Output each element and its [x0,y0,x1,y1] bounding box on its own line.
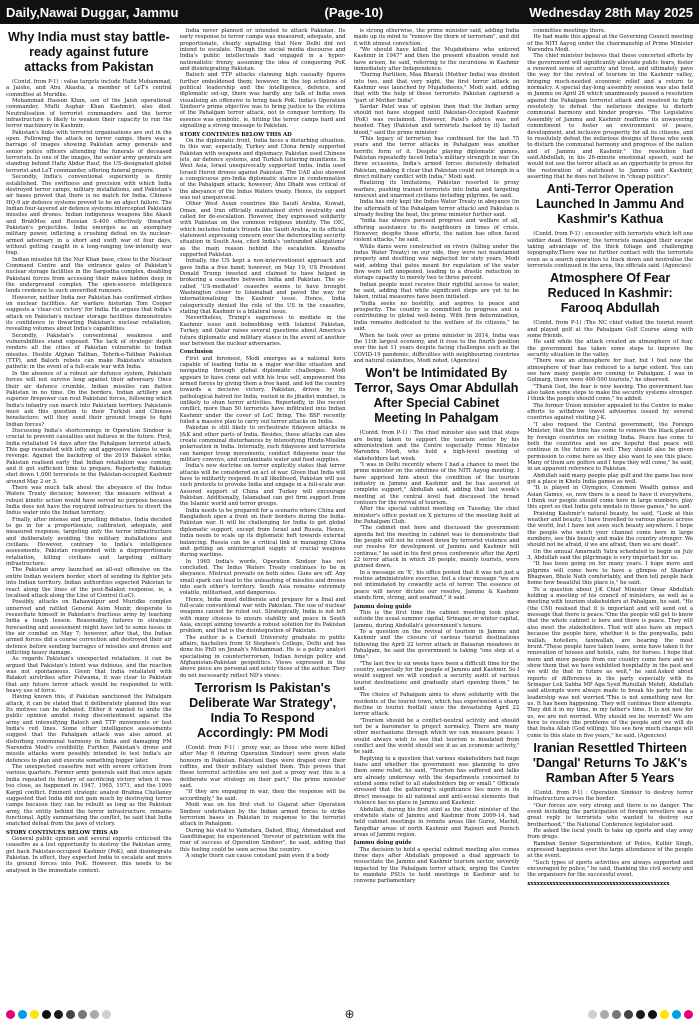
article-paragraph: First and foremost, Modi emerges as a national hero capable of leading India in a major war-like situation and navigating through global diplomatic challenges. Modi appears to have come out with his true self, empowered the armed forces by giving them a free hand, and led the country towards a decisive victory. Pakistan, driven by its pathological hatred for India, rooted in its jihadist mindset, is unlikely to shun terror activities. Reportedly, in the recent conflict, more than 50 terrorists have infiltrated into Indian Kashmir under the cover of LoC firing. The BSF recently foiled a massive plan to carry out terror attacks on India. [179,355,346,425]
article-paragraph: "Thank God, the fear is now leaving. The government has also taken some steps to make the security systems stronger. I think the people should come," he added. [527,383,693,403]
article-paragraph: Other West Asian countries like Saudi Arabia, Kuwait, Oman, and Iran officially maintained strict neutrality and called for de-escalation. However, they expressed solidarity with Pakistan on the common religious identity. The OIC, which includes India's friends like Saudi Arabia, in its official statement expressing concern over the deteriorating security situation in South Asia, cited India's 'unfounded allegations' as the main reason behind the escalation. Kuwaitis supported Pakistan. [179,201,346,259]
article-paragraph: Finally, after intense and gruelling debates, India decided to go in for a proportionate, calibrated, adequate, and measured response, targeting only the terror infrastructure and deliberately avoiding the military installations and civilians. However, contrary to India's intelligence assessments, Pakistan responded with a disproportionate retaliation, killing civilians and targeting military infrastructure. [6,516,172,568]
article-paragraph: (Contd. from P-1) : Operation Sindoor to destroy terror infrastructure across the border. [527,790,693,803]
registration-dots-right [588,1010,693,1019]
registration-dot [672,1010,681,1019]
registration-dot [90,1010,99,1019]
registration-dot [612,1010,621,1019]
article-paragraph: "It has been going on for many years. I hope more and pilgrims will come here to have a glimpse of Shankar Bhagwan, Bhole Nath comfortably, and then tell people back home how beautiful this place is," he said. [527,561,693,587]
article-headline: Atmosphere Of Fear Reduced In Kashmir: Farooq Abdullah [547,271,673,316]
article-paragraph: (Contd. from P-1) : value targets include Hafiz Mohammad, a Jaishe, and Abu Akasha, a member of LeT's central committee at Muridke. [6,79,172,98]
article-paragraph: After the special cabinet meeting on Tuesday, the chief minister's office posted on X pictures of the meeting held at the Pahalgam Club. [353,506,520,526]
article-paragraph: "India seeks no hostility, and aspires to peace and prosperity. The country is committed to progress and is contributing to global well-being. With firm determination, India remains dedicated to the welfare of its citizens," he said. [353,300,520,333]
column-4 [527,28,693,1000]
article-paragraph: committee meetings there. [533,28,606,34]
article-paragraph: Indian people must receive their rightful access to water, he said, adding that while significant steps are yet to be taken, initial measures have been initiated. [353,281,520,301]
section-subhead: xxxxxxxxxxxxxxxxxxxxxxxxxxxxxxxxxxxxxxxxxxxxx [527,880,670,887]
article-paragraph: The chief minister believes that these concerted efforts by the government will significantly alleviate public fears, foster a renewed sense of security and trust, and ultimately pave the way for the revival of tourism in the Kashmir valley, bringing much-needed economic relief and a return to normalcy. A special day-long assembly session was also held in Jammu on April 28 which unanimously passed a resolution against the Pahalgam terrorist attack and resolved to fight resolutely to defeat the nefarious designs to disturb communal harmony and hinder progress. "The Legislative Assembly of Jammu and Kashmir reaffirms its unwavering commitment to foster an environment of peace, development, and inclusive prosperity for all its citizens, and to resolutely defeat the nefarious designs of those who seek to disturb the communal harmony and progress of the nation and of Jammu and Kashmir," the resolution had said.Abdullah, in his 26-minute emotional speech, said he would not use the terror attack as an opportunity to press for the restoration of statehood to Jammu and Kashmir, asserting that he does not believe in "cheap politics". [527,53,693,180]
article-paragraph: The decision to hold a special cabinet meeting also comes three days after Abdullah proposed a dual approach to resuscitate the Jammu and Kashmir tourism sector, severely impacted by the Pahalgam terror attack, urging the Centre to mandate PSUs to hold meetings in Kashmir and to convene parliamentary [353,846,520,885]
registration-mark-icon: ⊕ [344,1007,355,1021]
article-paragraph: To a question about J-K Chief Minister Omar Abdullah holding a meeting of his council of ministers, as well as a meeting with tourism stakeholders at Pahalgam, he said, "He (the CM) realised that it is important and will send out a message that there is peace."One the people will get to know that the whole cabinet is here and there is peace. They will also meet the stakeholders. That will also have an impact because the people here, whether it is the ponywalla, pahi wallah, hoteliers, taxiwallah, are bearing the most brunt."These people have taken loans, some have taken it for renovation of houses and hotels, cabs, for horses. I hope that more and more people from our country come here and we show them that we have exhibited hospitality in the past and we will do that in future as well," he said.Asked about reports of differences in the party especially with its Srinagar Lok Sabha MP Aga Syed Ruhullah Mehdi, Abdullah said attempts were always made to break his party but the leadership was not worried."This is not something new for us. It has been happening. They will continue their attempts. They did it in my time, in my father's time. It is not new for us, we are not worried. Why should we be worried? We are here to resolve the problems of the people and we will do that Insha Allah (God willing). You see how much change will come to this state in five years," he said. (Agencies) [527,586,693,739]
masthead [0,0,699,24]
issue-date: Wednesday 28th May 2025 [529,4,693,20]
article-paragraph: Ramban Senior Superintendent of Police, Kulbir Singh, expressed happiness over the large attendance of the people at the event. [527,840,693,860]
article-columns [6,28,693,1000]
article-paragraph: During his visit to Vadodara, Dahod, Bhuj, Ahmedabad and Gandhinagar, he experienced "fervour of patriotism with the roar of success of Operation Sindoor", he said, adding that this feeling could be seen across the country. [179,827,346,853]
article-paragraph: He asked the local youth to take up sports and stay away from drugs. [527,828,693,841]
article-paragraph: A single thorn can cause constant pain even if a body [185,852,330,859]
article-paragraph: Pakistan is still likely to orchestrate fidayeen attacks in J&K and other parts of India. Besides, these attacks can also create communal disturbances by intensifying Hindu-Muslim polarisation in India. Internally, such fidayeens and terrorists can hamper troop movements, conduct fidayeens near the military convoys, and contaminate water and food supplies. [179,425,346,464]
column-2 [180,28,346,1000]
article-paragraph: Abdullah said many people play golf and the game has now got a place in Khelo India games as well. [527,472,693,485]
article-paragraph: (Contd. from P-1) : proxy war, as those who were killed after May 6 (during Operation Sindoor) were given state honours in Pakistan. Pakistani flags were draped over their coffins, and their military saluted them. This proves that these terrorist activities are not just a proxy war, this is a deliberate war strategy on their part," the prime minister said. [179,745,346,790]
article-paragraph: is strong otherwise, the prime minister said, adding India made up its mind to "remove the thorn of terrorism", and did it with utmost conviction. [353,28,520,47]
registration-dot [648,1010,657,1019]
section-subhead: STORY CONTINUES BELOW THIS AD [179,131,292,138]
column-1 [6,28,172,1000]
print-registration-strip [0,1004,699,1024]
section-subhead: Jammu doing guide [353,840,412,847]
registration-dot [636,1010,645,1019]
article-paragraph: Indian missiles hit the Nur Khan base, close to the Nuclear Command Centre and the entrance gates of Pakistan's nuclear storage facilities in the Sargodha complex, disabling Pakistani forces from accessing their nukes hidden deep in the underground complex. The open-source intelligence lends credence to such unverified rumours. [6,256,172,295]
article-paragraph: He said while the attack created an atmosphere of fear, the government has taken some steps to improve the security situation in the valley. [527,339,693,359]
article-paragraph: India needs to be prepared for a scenario where China and Bangladesh open a front on their borders during the India-Pakistan war. It will be challenging for India to get global diplomatic support, except from Israel and Russia. Hence, India needs to scale up its diplomatic heft towards external balancing. Russia can be a critical link in managing China and getting an uninterrupted supply of crucial weapons during wartime. [179,507,346,559]
newspaper-name: Daily,Nawai Duggar, Jammu [6,4,179,20]
section-subhead: Jammu doing guide [353,603,412,610]
article-paragraph: General public opinion and several experts criticised the ceasefire as a lost opportunity to destroy the Pakistan army, get back Pakistan-occupied Kashmir (PoK), and disintegrate Pakistan. In effect, they expected India to escalate and move its ground forces into PoK. However, this needs to be analysed in the immediate context. [6,835,172,874]
article-paragraph: The choice of Pahalgam aims to show solidarity with the residents of the tourist town, which has experienced a sharp decline in tourist footfall since the devastating April 22 terror attack. [353,692,520,718]
article-paragraph: India's new doctrine on terror explicitly states that terror attacks will be considered an act of war. Given that India will have to militarily respond. In all likelihood, Pakistan will use such pretexts to provoke India and engage in a full-scale war. Assured support of China and Turkey will encourage Pakistan. Additionally, Islamabad can get firm support from the Islamic world and terror groups. [179,463,346,508]
article-paragraph: Discussing India's shortcomings in Operation Sindoor is crucial to prevent casualties and failures in the future. First, India retaliated 14 days after the Pahalgam terrorist attack. This gap resonated with lofty and aggressive claims to seek revenge. Against the backdrop of the 2019 Balakot strike, Pakistan realised early that Indian retaliation was coming, and it got sufficient time to prepare. Reportedly, Pakistan shot down 1,000 terrorists in the Pakistan-occupied Kashmir around May 2 or 3. [6,427,172,485]
article-paragraph: "During Partition, Maa Bharati (Mother India) was divided into two, and that very night, the first terror attack on Kashmir was launched by Mujahideens," Modi said, adding that with the help of these terrorists Pakistan captured a "part of Mother India". [353,72,520,104]
article-paragraph: "There was an atmosphere for fear, but I feel now the atmosphere of fear has reduced to a large extent. You can see how many people are coming to Pahalgam. I was in Gulmarg, there were 400-500 tourists," he observed. [527,358,693,384]
registration-dot [66,1010,75,1019]
article-paragraph: Secondly, Pakistan's conventional weakness and vulnerabilities stand exposed. The lack of strategic depth renders all the cities of Pakistan vulnerable to Indian missiles. Hostile Afghan Taliban, Tehrik-e-Taliban Pakistan (TTP), and Baloch rebels can make Pakistan's situation pathetic in the event of a full-scale war with India. [6,332,172,371]
article-paragraph: There was much talk about the abeyance of the Indus Waters Treaty decision; however, the measure without a robust kinetic action would have served no purpose because India does not have the required infrastructure to divert the Indus water into the Indian territory. [6,485,172,517]
article-paragraph: He had made this appeal at the Governing Council meeting of the NITI Aayog under the chairmanship of Prime Minister Narendra Modi. [527,34,693,54]
article-paragraph: "This legacy of terrorism has continued for the last 75 years and the terror attacks in Pahalgam was another horrific form of it. Despite playing diplomatic games, Pakistan repeatedly faced India's military strength in war. On three occasions, India's armed forces decisively defeated Pakistan, making it clear that Pakistan could not triumph in a direct military conflict with India," Modi said. [353,135,520,180]
registration-dot [18,1010,27,1019]
registration-dot [600,1010,609,1019]
article-paragraph: India has only kept the Indus Water Treaty in abeyance (in the aftermath of the Pahalgam terror attack) and Pakistan is already feeling the heat, the prime minister further said. [353,199,520,218]
article-paragraph: On the annual Amarnath Yatra scheduled to begin on July 3, Abdullah said the pilgrimage is very important for us. [527,548,693,562]
article-paragraph: The unexpected ceasefire met with severe criticism from various quarters. Former army generals said that once again India repeated its history of sacrificing victory when it was too close, as happened in 1947, 1965, 1971, and the 1999 Kargil conflict. Eminent strategic analyst Brahma Chellaney suggested that India did not gain much by destroying terror camps because they can be rebuilt as long as the Pakistan army, the entity behind the terror infrastructure, remains functional. Aptly summarising the conflict, he said that India snatched defeat from the jaws of victory. [6,764,172,828]
registration-dot [684,1010,693,1019]
article-paragraph: On the diplomatic front, India faces a disturbing situation. In this war, especially, Turkey and China firmly supported Pakistan with weapons and diplomacy. Pakistan used Chinese jets, air defence systems, and Turkish loitering munitions. In West Asia, Israel unequivocally supported India. India used Israeli Heron drones against Pakistan. The UAE also showed a conspicuous pro-India diplomatic stance in condemnation of the Pahalgam attack; however, Abu Dhabi was critical of the abeyance of the Indus Waters treaty. Hence, its support was not unequivocal. [179,137,346,201]
article-paragraph: In the absence of a robust air defence system, Pakistani forces will not survive long against their adversary. Once their air defence crumble, Indian missiles can flatten Pakistan in no time. On the borders, Indian artillery and superior firepower can rout Pakistani forces, following which India's infantry can march into Pakistani territory. Pakistanis must ask this question to their Turkish and Chinese benefactors: will they send their ground troops to fight Indian forces? [6,370,172,428]
article-paragraph: India never planned or intended to attack Pakistan. Its early response to terror camps was measured, adequate, and proportionate, clearly signalling that New Delhi did not intend to escalate. Though the social media discourse and India's public intellectuals had engaged in a hyper-nationalistic frenzy, assuming the idea of conquering PoK and disintegrating Pakistan. [179,28,346,73]
article-paragraph: (Contd. from P-1) : The chief minister also said that steps are being taken to support the tourism sector by his administration and the Centre especially Prime Minister Narendra Modi, who held a high-level meeting of stakeholders last week. [353,430,520,462]
section-subhead: STORY CONTINUES BELOW THIS AD [6,829,118,836]
article-headline: Why India must stay battle-ready against future attacks from Pakistan [7,30,170,74]
article-paragraph: Mohammad Hasson Khan, son of the Jaish operational commander, Mufti Asghar Khan Kashmiri, also died. Neutralisation of terrorist commanders and the terror infrastructure is likely to weaken their capacity to run the terror machinery in Kashmir. [6,98,172,130]
article-paragraph: "I also request the Central government, the Foreign Minister, that the time has come to remove the black placed by foreign countries on visiting India. Peace has come to both the countries and we are hopeful that peace will continue in the future as well. They should also be given permission to come here as they also want to see this place. Many of them are golfers and I hope they will come," he said, in an apparent reference to Pakistan. [527,421,693,473]
article-paragraph: "If they are engaging in war, then the response will be accordingly," he said. [179,789,346,802]
article-paragraph: "Tourism should be a conflict-neutral activity and should not be a barometer to project normalcy. There are many other mechanisms through which we can measure peace. I would always wish to see that tourism is insulated from conflict and the world should see it as an economic activity," he said. [353,717,520,756]
article-paragraph: As regards Pakistan's unexpected retaliation, it can be argued that Pakistan's intent was dubious, and the reaction was not spontaneous. Given that India retaliated with Balakot airstrikes after Pulwama, it was clear to Pakistan that any future terror attack would be responded to with heavy use of force. [6,656,172,694]
article-paragraph: Praising Kashmir's natural beauty, he said, "Look at this weather and beauty, I have travelled to various places across the world, but I have not seen such beauty anywhere. I hope the people who watch your channel come here in large numbers, see this beauty and make the country stronger. We should not be afraid, if we are afraid, then we are dead". [527,510,693,549]
registration-dots-left [6,1010,111,1019]
article-paragraph: Sardar Patel was of opinion then that the Indian army should not have stopped until Pakistan-Occupied Kashmir (PoK) was reclaimed. However, Patel's advice was not heeded. They (Pakistan and terrorists backed by it) tasted blood," said the prime minister. [353,104,520,136]
article-paragraph: "The last five to six weeks have been a difficult time for the country, especially for the people of Jammu and Kashmir. So I would suggest we will conduct a security audit of various tourist destinations and gradually start opening them," he said. [353,660,520,692]
article-paragraph: Baloch and TTP attacks claiming high casualty figures further emboldened them; however, in the top echelons of political leadership and the intelligence, defence, and diplomatic set-up, there was hardly any talk of India even visualising an offensive to bring back PoK. India's Operation Sindoor's prime objective was to bring justice to the victims of the Pahalgam terror attack, not to conquer territory. Its essence was symbolic, ie, hitting the terror camps hard and signalling a strong message to Pakistan. [179,72,346,130]
section-subhead: Conclusion [179,349,213,356]
article-paragraph: Abdullah, during his first stint as the chief minister of the erstwhile state of Jammu and Kashmir from 2009-14, had held cabinet meetings in remote areas like Gurez, Machil, Tangdhar areas of north Kashmir and Rajouri and Poonch areas of Jammu region. [353,806,520,838]
article-paragraph: "I was in Delhi recently where I had a chance to meet the prime minister on the sidelines of the NITI Aayog meeting. I have apprised him about the condition of the tourism industry in Jammu and Kashmir and he has assured of complete support," Abdullah said, adding that last week's meeting at the central level had discussed the broad contours for the revival of tourism. [353,461,520,506]
article-paragraph: Nevertheless, Trump's eagerness to mediate in the Kashmir issue and hobnobbing with Islamist Pakistan, Turkey, and Qatar raises several questions about America's future diplomatic and military stance in the event of another war between the nuclear adversaries. [179,315,346,347]
article-paragraph: "Our forces are very strong and there is no danger. The event including the participation of foreign wrestlers was a great reply to terrorists who wanted to destroy our brotherhood," the National Conference legislator said. [527,802,693,828]
article-headline: Iranian Resettled Thirteen 'Dangal' Returns To J&K's Ramban After 5 Years [532,741,688,785]
article-headline: Won't be Intimidated By Terror, Says Omar Abdullah After Special Cabinet Meeting In Pahalgam [354,366,519,426]
article-paragraph: The former Union minister appealed to the Centre to make efforts to withdraw travel advisories issued by several countries against visiting J-K. [527,402,693,422]
article-paragraph: The author is a Cornell University graduate in public affairs, bachelors from St Stephen's College, Delhi and has done his PhD on Jinnah's Mohammad. He is a policy analyst specialising in counterterrorism, Indian foreign policy and Afghanistan-Pakistan geopolitics. Views expressed in the above piece are personal and solely those of the author. They do not necessarily reflect ND's views. [179,634,346,679]
article-paragraph: "The cabinet met here and discussed the government agenda but the meeting in cabinet was to demonstrate that the people will not be cowed down by terrorist violence and our resolve for development of Jammu and Kashmir will continue," he said in his first press conference after the April 22 terror attack in which 26 people, mainly tourists, were gunned down. [353,525,520,570]
article-paragraph: This is the first time the cabinet meeting took place outside the usual summer capital, Srinagar, or winter capital, Jammu, during Abdullah's government's tenure. [353,609,520,629]
article-paragraph: (Contd. from P-1) : encounter with terrorists which left one soldier dead. However, the terrorists managed their escape taking advantage of the thick foliage and challenging topography.There was no further contact with the terrorists even as a search operation to track down and neutralise the terrorists continued in the area, the officials said. (Agencies) [527,231,693,269]
article-paragraph: Possibly, attacks on Bahawalpur and Muridke complex unnerved and rattled General Asim Munir, desperate to resuscitate himself in Pakistan's fractious army by teaching India a tough lesson. Reasonably, failures in strategic forecasting and assessment might have led to some losses in the air combat on May 7; however, after that, the Indian armed forces did a course correction and destroyed their air defence before sending barrages of missiles and drones and inflicting heavy damage. [6,599,172,656]
article-paragraph: To a question on the revival of tourism in Jammu and Kashmir and the closure of various tourist destinations following the April 22 terror attack in Baisaran meadows in Pahalgam, he said the government is taking "one step at a time". [353,628,520,661]
registration-dot [660,1010,669,1019]
article-headline: Anti-Terror Operation Launched In Jammu And Kashmir's Kathua [536,182,685,227]
article-paragraph: Replying to a question that various stakeholders had huge loans and whether the government was planning to give them some relief, he said, "Tourism has suffered and talks are already underway with the departments concerned to extend some relief to all stakeholders big or small." Officials stressed that the gathering's significance lies more in its direct message to all national and anti-social elements that violence has no place in Jammu and Kashmir. [353,755,520,807]
registration-dot [54,1010,63,1019]
article-paragraph: In a message on 'X', his office posted that it was not just a routine administrative exercise, but a clear message "we are not intimidated by cowardly acts of terror. The essence of peace will never dictate our resolve, Jammu & Kashmir stands firm, strong, and unafraid," it said. [353,569,520,602]
article-paragraph: Hence, India must deliberate and prepare for a final and full-scale conventional war with Pakistan. The use of nuclear weapons cannot be ruled out. Strategically, India is not left with many choices to ensure stability and peace in South Asia, except aiming towards a robust solution for its Pakistan problem, and that is the disintegration of Pakistan. [179,596,346,635]
registration-dot [30,1010,39,1019]
article-paragraph: Modi was on his first visit to Gujarat after Operation Sindoor undertaken by the Indian armed forces to strike terrorism bases in Pakistan in response to the terrorist attack in Pahalgam. [179,802,346,828]
article-paragraph: "Such types of sports activities are always supported and encouraged by police," he said, thanking the civil society and the organisers for the successful event. [527,859,693,879]
article-paragraph: When he took over as prime minister in 2014, India was the 11th largest economy, and it rose to the fourth position over the last 11 years despite facing challenges such as the COVID-19 pandemic, difficulties with neighbouring countries and natural calamities, Modi noted. (Agencies) [353,332,520,364]
registration-dot [6,1010,15,1019]
article-paragraph: "It is played in Olympics, Common Wealth games and Asian Games, so, now there is a need to have it everywhere. I think our people should come here in large numbers, play this sport so that India gets medals in these games," he said. [527,485,693,511]
article-paragraph: Realizing its limitations, Pakistan resorted to proxy warfare, pushing trained terrorists into India and targeting innocent and unarmed civilians including pilgrims, he said. [353,180,520,199]
article-paragraph: Pakistan's links with terrorist organisations are out in the open. Following the attack on terror camps, there was a barrage of images showing Pakistan army generals and senior police officers attending the funerals of deceased terrorists. In one of the images, the senior army generals are standing behind Hafiz Abdur Rauf, the US-designated global terrorist and LeT commander, offering funeral prayers. [6,129,172,174]
page-number: (Page-10) [324,4,384,20]
article-headline: Terrorism Is Pakistan's Deliberate War Strategy', India To Respond Accordingly: PM Modi [189,681,337,741]
registration-dot [588,1010,597,1019]
article-paragraph: (Contd. from P-1) :The NC chief visited the tourist resort and played golf at the Pahalgam Golf Course along with some friends. [527,320,693,339]
article-paragraph: Having known this, if Pakistan sanctioned the Pahalgam attack, it can be stated that it deliberately planned this war. Its motives can be debated. Either it wanted to unite the public opinion amidst rising discontentment against the army and intensifying Baloch and TTP movements or test India's red lines. Some other intelligence assessments suggest that the Pahalgam attack was also aimed at disturbing communal harmony in India and damaging PM Narendra Modi's credibility. Further, Pakistan's drone and missile attacks were possibly intended to test India's air defences to plan and execute something bigger later. [6,694,172,764]
registration-dot [42,1010,51,1019]
article-paragraph: The Pakistan army launched an all-out offensive on the entire Indian western border, short of sending its fighter jets into Indian territory. Indian authorities expected Pakistan to react along the lines of the post-Balakot response, ie, a localised attack along the Line of Control (LoC). [6,567,172,599]
article-paragraph: "India has always pursued progress and welfare of all, offering assistance to its neighbours in times of crisis. However, despite these efforts, the nation has often faced violent attacks," he said. [353,218,520,244]
article-paragraph: Initially, the US kept a non-interventionist approach and gave India a free hand; however, on May 10, US President Donald Trump tweeted and claimed to have helped in brokering a ceasefire between India and Pakistan. The so-called 'US-mediated' ceasefire seems to have brought Washington closer to Islamabad and paved the way for internationalising the Kashmir issue. Hence, India categorically denied the role of the US in the ceasefire, stating that Kashmir is a bilateral issue. [179,258,346,316]
article-paragraph: In 1965 India's words, Operation Sindoor has not concluded. The Indus Waters Treaty continues to be in abeyance. Mistrust prevails on both sides. Guns are off. Any small spark can lead to the unleashing of missiles and drones into each other's territory. South Asia remains extremely volatile, militarised, and dangerous. [179,558,346,597]
article-paragraph: Secondly, India's conventional superiority is firmly established. The swiftness and precision with which India destroyed terror camps, military installations, and Pakistan's air bases proved that there is no match for India. Chinese HQ-9 air defence systems proved to be an abject failure. The Indian four-layered air defence systems intercepted Pakistani missiles and drones. Indian indigenous weapons like Akash and BrahMos and Russian S-400 effectively thwarted Pakistan's projectiles. India emerges as an exemplary military power, inflicting a crushing defeat on its nuclear-armed adversary in a short and swift war of four days, without getting caught in a long-ranging low-intensity war trap. [6,174,172,257]
registration-dot [624,1010,633,1019]
article-paragraph: While dams were constructed on rivers (falling under the Indus Water Treaty) on our side, they were not maintained properly and desilting was neglected for sixty years, Modi said, adding that gates meant for regulation of the water flow were left unopened, leading to a drastic reduction in storage capacity to merely two to three percent. [353,243,520,282]
article-paragraph: However, neither India nor Pakistan has confirmed strikes on nuclear facilities. Air warfare historian Tom Cooper suggests a 'clear-cut victory' for India. He argues that India's attack on Pakistan's nuclear storage facilities demonstrates its confidence in thwarting Pakistan's nuclear retaliation, revealing volumes about India's capabilities. [6,294,172,333]
column-3 [354,28,520,1000]
registration-dot [78,1010,87,1019]
article-paragraph: "We should have killed the Mujahideens who entered Kashmir in 1947" and then the present situation would not have arisen, he said, referring to the incursions in Kashmir immediately after Independence. [353,47,520,73]
registration-dot [102,1010,111,1019]
